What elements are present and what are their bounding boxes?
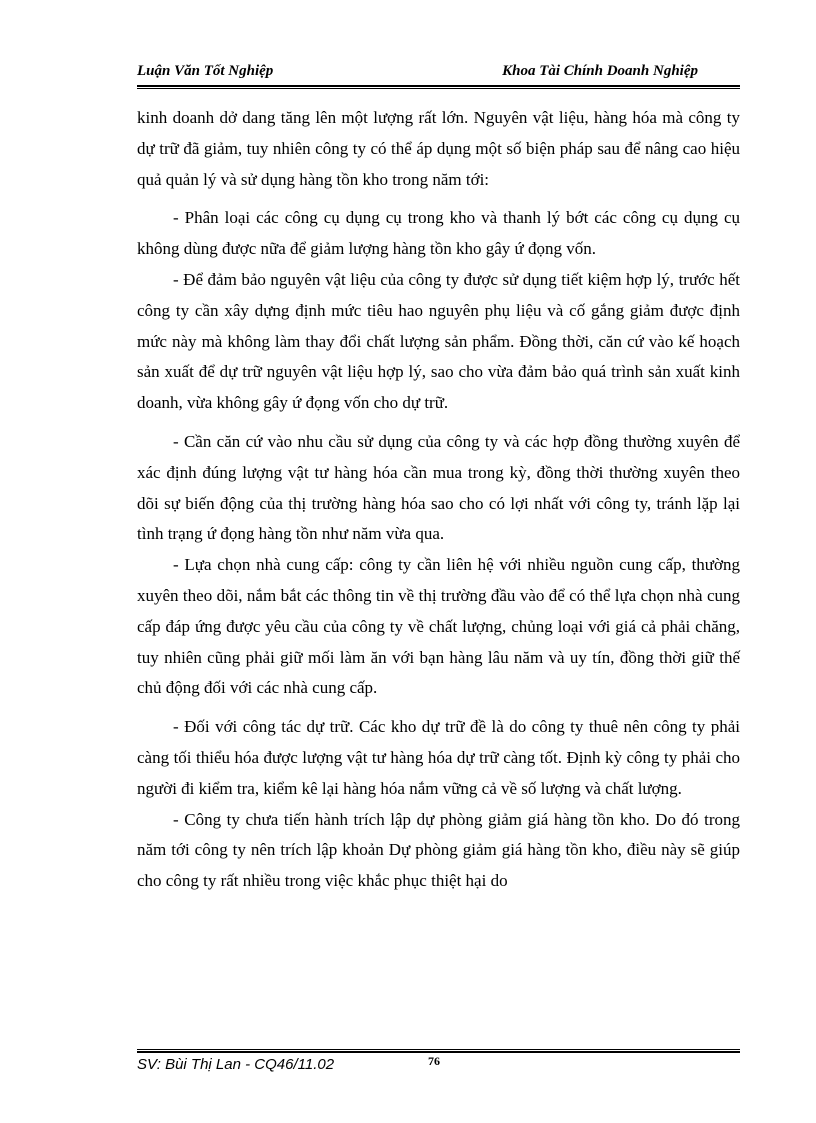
paragraph-provision: - Công ty chưa tiến hành trích lập dự phòng giảm giá hàng tồn kho. Do đó trong năm tới công ty nên trích lập khoản Dự phòng giảm giá hàng tồn kho, điều này sẽ giúp cho công ty rất nhiều trong việc khắc phục thiệt hại do bbox=[137, 809, 740, 891]
paragraph-suppliers: - Lựa chọn nhà cung cấp: công ty cần liên hệ với nhiều nguồn cung cấp, thường xuyên theo dõi, nắm bắt các thông tin về thị trường đầu vào để có thể lựa chọn nhà cung cấp đáp ứng được yêu cầu của công ty về chất lượng, chủng loại với giá cả phải chăng, tuy nhiên cũng phải giữ mối làm ăn với bạn hàng lâu năm và uy tín, đồng thời giữ thế chủ động đối với các nhà cung cấp. bbox=[137, 555, 740, 698]
header-thesis-title: Luận Văn Tốt Nghiệp bbox=[137, 63, 274, 79]
paragraph-storage: - Đối với công tác dự trữ. Các kho dự trữ đề là do công ty thuê nên công ty phải càng tối thiểu hóa được lượng vật tư hàng hóa dự trữ càng tốt. Định kỳ công ty phải cho người đi kiểm tra, kiểm kê lại hàng hóa nắm vững cả về số lượng và chất lượng. bbox=[137, 717, 740, 798]
paragraph-demand: - Cần căn cứ vào nhu cầu sử dụng của công ty và các hợp đồng thường xuyên để xác định đúng lượng vật tư hàng hóa cần mua trong kỳ, đồng thời thường xuyên theo dõi sự biến động của thị trường hàng hóa sao cho có lợi nhất với công ty, tránh lặp lại tình trạng ứ đọng hàng tồn như năm vừa qua. bbox=[137, 431, 740, 544]
footer-author: SV: Bùi Thị Lan - CQ46/11.02 bbox=[137, 1056, 335, 1073]
paragraph-intro: kinh doanh dở dang tăng lên một lượng rất lớn. Nguyên vật liệu, hàng hóa mà công ty dự trữ đã giảm, tuy nhiên công ty có thể áp dụng một số biện pháp sau để nâng cao hiệu quả quản lý và sử dụng hàng tồn kho trong năm tới: bbox=[137, 108, 740, 189]
header-divider-thin bbox=[137, 88, 740, 89]
header-divider bbox=[137, 85, 740, 87]
paragraph-materials: - Để đảm bảo nguyên vật liệu của công ty được sử dụng tiết kiệm hợp lý, trước hết công ty cần xây dựng định mức tiêu hao nguyên phụ liệu và cố gắng giảm được định mức này mà không làm thay đổi chất lượng sản phẩm. Đồng thời, căn cứ vào kế hoạch sản xuất để dự trữ nguyên vật liệu hợp lý, sao cho vừa đảm bảo quá trình sản xuất kinh doanh, vừa không gây ứ đọng vốn cho dự trữ. bbox=[137, 269, 740, 413]
footer-divider-thin bbox=[137, 1049, 740, 1050]
page-number: 76 bbox=[428, 1054, 440, 1068]
page-header bbox=[137, 60, 740, 86]
header-faculty: Khoa Tài Chính Doanh Nghiệp bbox=[502, 63, 698, 79]
page-body bbox=[137, 103, 740, 897]
footer-divider bbox=[137, 1051, 740, 1053]
paragraph-classify-tools: - Phân loại các công cụ dụng cụ trong kho và thanh lý bớt các công cụ dụng cụ không dùng được nữa để giảm lượng hàng tồn kho gây ứ đọng vốn. bbox=[137, 208, 740, 259]
